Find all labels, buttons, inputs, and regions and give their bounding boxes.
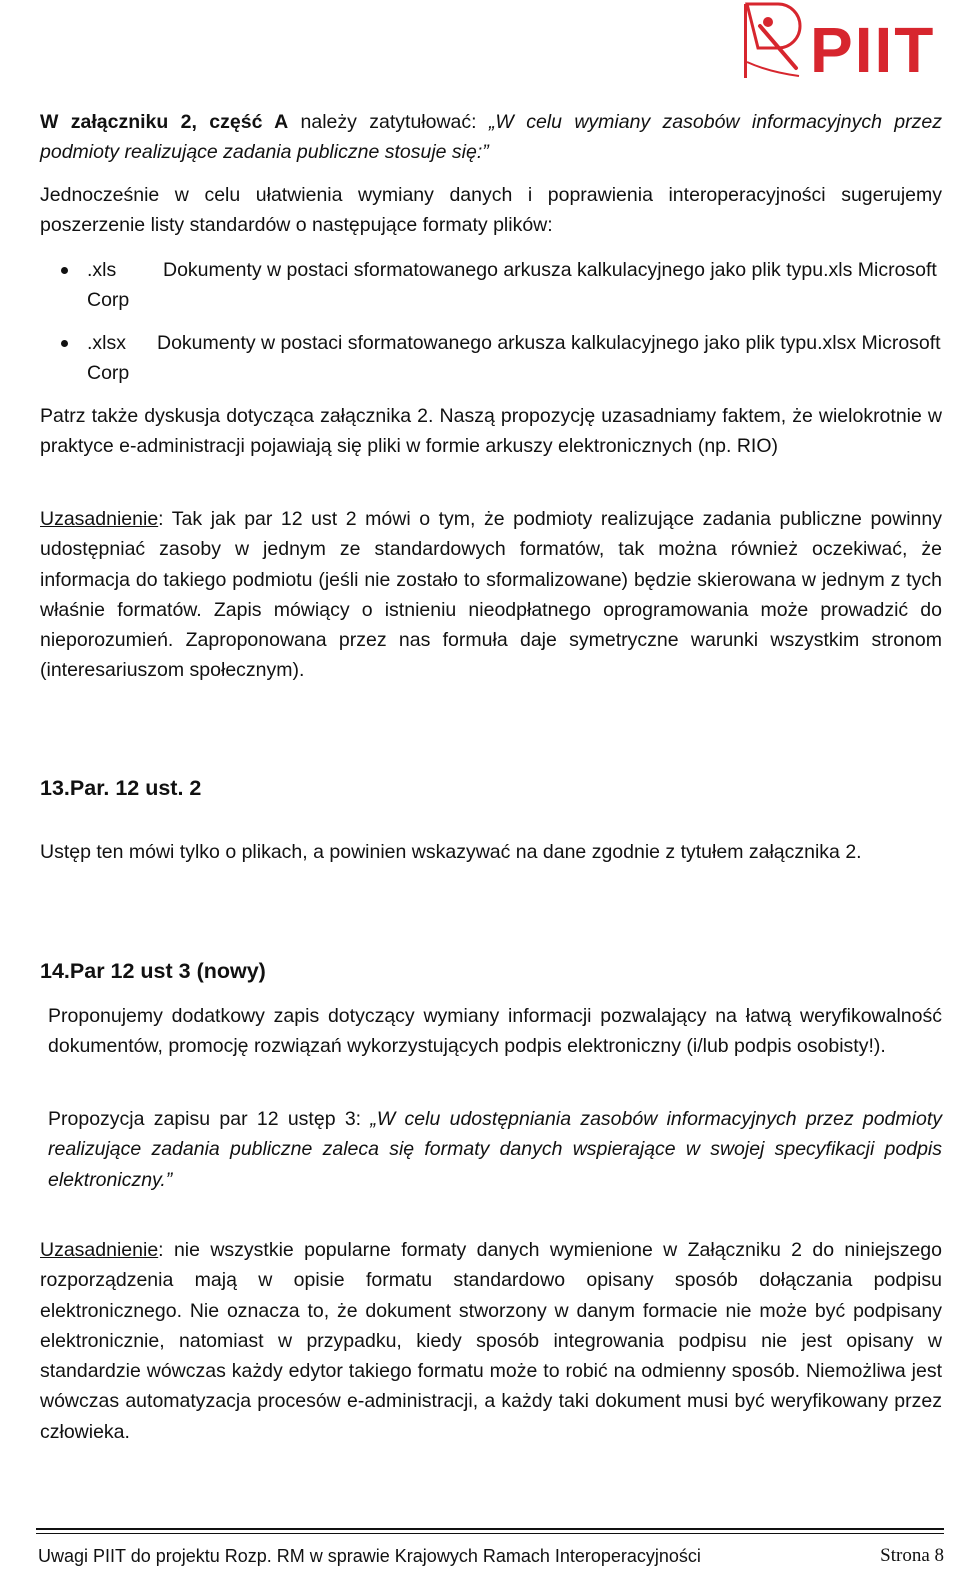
section-heading-14 [40,956,266,986]
paragraph-formats-intro: Jednocześnie w celu ułatwienia wymiany danych i poprawienia interoperacyjności sugerujemy poszerzenie listy standardów o następujące formaty plików: [40,184,942,237]
piit-logo [744,2,950,80]
paragraph-proposal: Proponujemy dodatkowy zapis dotyczący wymiany informacji pozwalający na łatwą weryfikowalność dokumentów, promocję rozwiązań wykorzystujących podpis elektroniczny (i/lub podpis osobisty!). [48,1005,942,1058]
format-extension: .xls [87,259,117,281]
bullet-icon [61,340,68,347]
format-description: Dokumenty w postaci sformatowanego arkusza kalkulacyjnego jako plik typu.xlsx Microsoft Corp [87,332,941,385]
paragraph-plain: należy zatytułować: [288,111,489,133]
proposed-title-quote: „W celu wymiany zasobów informacyjnych przez podmioty realizujące zadania publiczne stosuje się:” [40,111,942,164]
section-number: 13. [40,776,70,800]
footer-document-title: Uwagi PIIT do projektu Rozp. RM w sprawie Krajowych Ramach Interoperacyjności [38,1546,701,1566]
justification-label: Uzasadnienie [40,1239,159,1261]
paragraph-justification-2 [40,1235,942,1447]
justification-text: : nie wszystkie popularne formaty danych wymienione w Załączniku 2 do niniejszego rozporządzenia mają w opisie formatu standardowo opisany sposób dołączania podpisu elektronicznego. Nie oznacza to, że dokument stworzony w danym formacie nie może być podpisany elektronicznie, natomiast w przypadku, kiedy sposób integrowania podpisu nie jest opisany w standardzie wówczas każdy edytor takiego formatu może to robić na odmienny sposób. Niemożliwa jest wówczas automatyzacja procesów e-administracji, a każdy taki dokument musi być weryfikowany przez człowieka. [40,1239,942,1443]
justification-label: Uzasadnienie [40,508,159,530]
paragraph-attachment-title [40,107,942,168]
format-description: Dokumenty w postaci sformatowanego arkusza kalkulacyjnego jako plik typu.xls Microsoft Corp [87,259,937,312]
paragraph-justification-1 [40,504,942,686]
footer-rule [36,1533,944,1534]
format-extension: .xlsx [87,332,126,354]
justification-text: : Tak jak par 12 ust 2 mówi o tym, że podmioty realizujące zadania publiczne powinny udostępniać zasoby w jednym ze standardowych formatów, tak można również oczekiwać, że informacja do takiego podmiotu (jeśli nie zostało to sformalizowane) będzie skierowana w jednym z tych właśnie formatów. Zapis mówiący o istnieniu nieodpłatnego oprogramowania może prowadzić do nieporozumień. Zaproponowana przez nas formuła daje symetryczne warunki wszystkim stronom (interesariuszom społecznym). [40,508,942,682]
section-heading-13 [40,773,201,803]
section-title: Par. 12 ust. 2 [69,776,202,800]
bullet-icon [61,267,68,274]
paragraph-section-13: Ustęp ten mówi tylko o plikach, a powinien wskazywać na dane zgodnie z tytułem załącznika 2. [40,841,862,863]
section-title: Par 12 ust 3 (nowy) [69,959,266,983]
footer-page-number: Strona 8 [880,1545,944,1566]
list-item-xlsx [87,328,942,389]
proposal-quote: „W celu udostępniania zasobów informacyjnych przez podmioty realizujące zadania publiczne zaleca się formaty danych wspierające w swojej specyfikacji podpis elektroniczny.” [48,1108,942,1191]
paragraph-bold-lead: W załączniku 2, część A [40,111,289,133]
paragraph-proposed-wording [48,1104,942,1195]
list-item-xls [87,255,942,316]
paragraph-discussion: Patrz także dyskusja dotycząca załącznika 2. Naszą propozycję uzasadniamy faktem, że wielokrotnie w praktyce e-administracji pojawiają się pliki w formie arkuszy elektronicznych (np. RIO) [40,405,942,458]
proposal-lead: Propozycja zapisu par 12 ustęp 3: [48,1108,371,1130]
section-number: 14. [40,959,70,983]
logo-text: PIIT [810,14,936,80]
footer-rule [36,1528,944,1530]
